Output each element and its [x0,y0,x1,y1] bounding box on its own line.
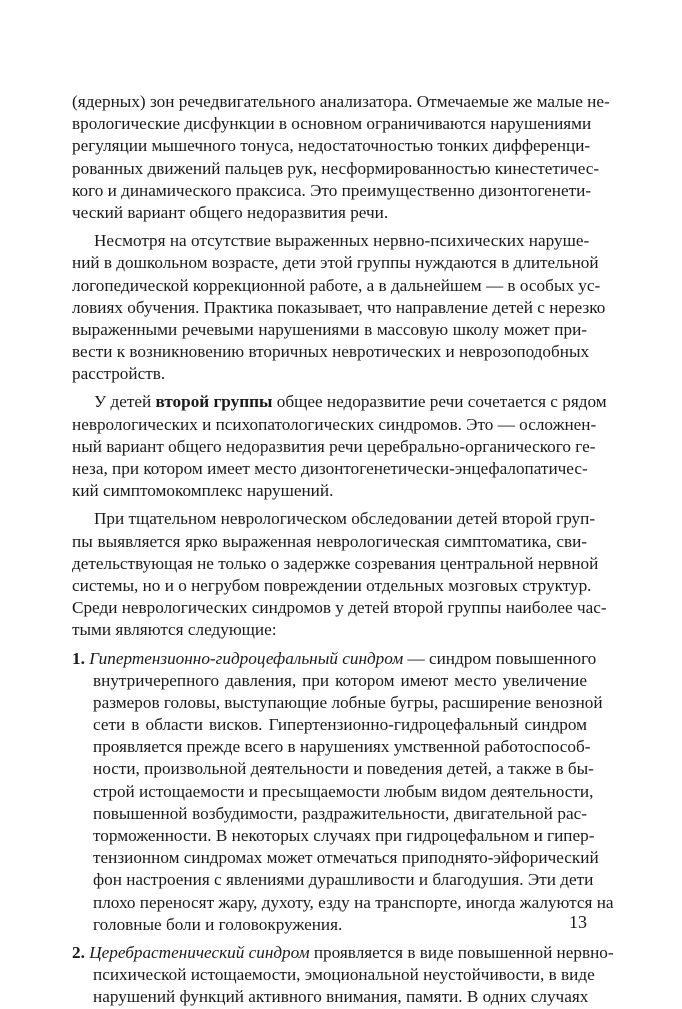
text-line: плохо переносят жару, духоту, езду на транспорте, иногда жалуются на [93,892,614,912]
text-line: неврологических и психопатологических синдромов. Это — осложнен- [72,414,597,434]
text-line: неза, при котором имеет место дизонтогенетически-энцефалопатичес- [72,459,588,478]
text-line: Несмотря на отсутствие выраженных нервно-психических наруше- [94,231,590,251]
text-line: повышенной возбудимости, раздражительности, двигательной рас- [93,803,587,823]
text-run: У детей [94,392,156,412]
text-line: системы, но и о негрубом повреждении отдельных мозговых структур. [72,575,592,595]
text-line: ности, произвольной деятельности и поведения детей, а также в бы- [93,759,594,779]
text-line: фон настроения с явлениями дурашливости и благодушия. Эти дети [93,870,594,890]
page-number: 13 [569,912,587,932]
text-line: Среди неврологических синдромов у детей второй группы наиболее час- [72,598,607,618]
text-line: ний в дошкольном возрасте, дети этой группы нуждаются в длительной [72,253,599,273]
text-line: детельствующая не только о задержке созревания центральной нервной [72,553,599,573]
text-line: строй истощаемости и пресыщаемости любым видом деятельности, [93,781,594,801]
text-line: торможенности. В некоторых случаях при гидроцефальном и гипер- [93,826,595,845]
text-line: тензионном синдромах может отмечаться приподнято-эйфорический [93,848,599,868]
text-run: — синдром повышенного [403,648,597,668]
text-line: головные боли и головокружения. [93,914,343,934]
text-line: При тщательном неврологическом обследовании детей второй груп- [94,509,596,529]
text-line: тыми являются следующие: [72,620,277,640]
text-line: ческий вариант общего недоразвития речи. [72,202,389,222]
text-line [72,942,614,964]
text-line: пы выявляется ярко выраженная неврологическая симптоматика, сви- [72,531,587,551]
text-line: кий симптомокомплекс нарушений. [72,481,334,501]
text-line [72,648,597,670]
text-line: размеров головы, выступающие лобные бугры, расширение венозной [93,692,603,712]
text-line: регуляции мышечного тонуса, недостаточностью тонких дифференци- [72,136,591,156]
list-item-2 [72,942,614,1009]
text-line: психической истощаемости, эмоциональной неустойчивости, в виде [93,965,595,985]
text-run: проявляется в виде повышенной нервно- [309,942,614,962]
text-run: общее недоразвитие речи сочетается с рядом [272,392,607,412]
text-line: рованных движений пальцев рук, несформированностью кинестетичес- [72,158,600,178]
text-line: сети в области висков. Гипертензионно-гидроцефальный синдром [93,715,587,735]
list-number: 1. [72,648,85,668]
text-line [72,391,607,413]
bold-term: второй группы [155,392,273,412]
list-item-1 [72,648,614,936]
paragraph-4 [72,508,607,641]
paragraph-1 [72,91,610,224]
syndrome-term: Церебрастенический синдром [89,942,310,962]
text-line: выраженными речевыми нарушениями в массовую школу может при- [72,319,587,339]
paragraph-3 [72,391,607,502]
list-number: 2. [72,942,85,962]
text-line: логопедической коррекционной работе, а в дальнейшем — в особых ус- [72,275,601,295]
text-line: проявляется прежде всего в нарушениях умственной работоспособ- [93,737,591,757]
text-line: врологические дисфункции в основном ограничиваются нарушениями [72,114,592,134]
text-line: ный вариант общего недоразвития речи церебрально-органического ге- [72,436,596,456]
text-line: расстройств. [72,364,166,384]
text-line: внутричерепного давления, при котором имеют место увеличение [93,670,587,690]
text-line: (ядерных) зон речедвигательного анализатора. Отмечаемые же малые не- [72,92,610,111]
syndrome-term: Гипертензионно-гидроцефальный синдром [89,648,404,668]
text-line: нарушений функций активного внимания, памяти. В одних случаях [93,987,589,1007]
text-line: ловиях обучения. Практика показывает, что направление детей с нерезко [72,297,606,317]
text-line: вести к возникновению вторичных невротических и неврозоподобных [72,342,590,362]
text-line: кого и динамического праксиса. Это преимущественно дизонтогенети- [72,180,592,200]
paragraph-2 [72,230,606,385]
